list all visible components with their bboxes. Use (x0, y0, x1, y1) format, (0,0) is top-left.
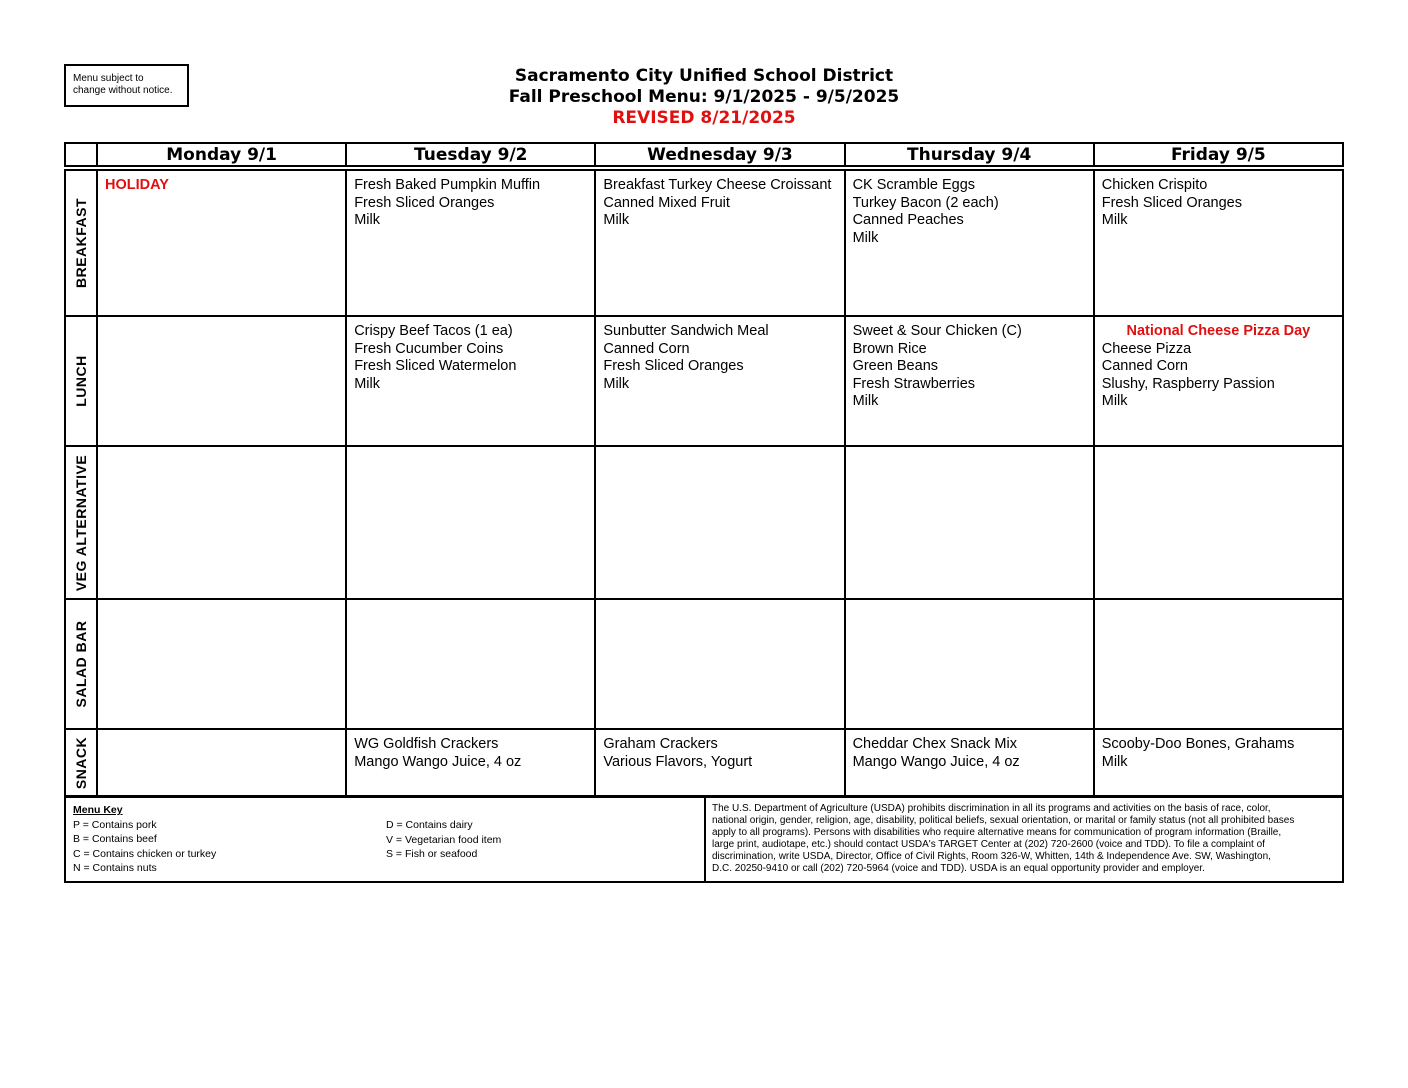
menu-cell (1094, 446, 1343, 599)
menu-item: Canned Corn (1101, 358, 1188, 374)
usda-line: The U.S. Department of Agriculture (USDA) prohibits discrimination in all its programs and activities on the basis of race, color, (712, 803, 1271, 814)
menu-cell (346, 316, 595, 446)
day-header-thursday: Thursday 9/4 (845, 143, 1094, 166)
menu-key-title: Menu Key (73, 804, 123, 816)
meal-label-cell (65, 316, 97, 446)
menu-item: Chicken Crispito (1101, 177, 1208, 193)
meal-label-cell (65, 446, 97, 599)
day-header-tuesday: Tuesday 9/2 (346, 143, 595, 166)
menu-item: Canned Peaches (852, 212, 964, 228)
usda-line: discrimination, write USDA, Director, Office of Civil Rights, Room 326-W, Whitten, 14th & Independence Ave. SW, Washington, (712, 851, 1271, 862)
day-header-wednesday: Wednesday 9/3 (595, 143, 844, 166)
meal-label: BREAKFAST (73, 197, 89, 289)
key-item: S = Fish or seafood (386, 848, 478, 860)
key-item: V = Vegetarian food item (386, 833, 502, 846)
menu-cell (97, 599, 346, 729)
usda-line: large print, audiotape, etc.) should contact USDA's TARGET Center at (202) 720-2600 (voice and TDD). To file a complaint of (712, 839, 1265, 850)
key-item: P = Contains pork (73, 818, 157, 831)
key-item: N = Contains nuts (73, 862, 157, 874)
menu-cell (97, 170, 346, 316)
menu-cell (1094, 729, 1343, 797)
menu-item: Mango Wango Juice, 4 oz (354, 753, 522, 770)
menu-item: Milk (1101, 753, 1128, 770)
menu-item: Fresh Sliced Watermelon (354, 358, 517, 374)
day-header-monday: Monday 9/1 (97, 143, 346, 166)
special-note: National Cheese Pizza Day (1126, 323, 1311, 339)
menu-item: Brown Rice (852, 340, 927, 357)
menu-cell (97, 729, 346, 797)
notice-line: change without notice. (73, 85, 173, 96)
meal-row (65, 316, 1343, 446)
menu-cell (97, 316, 346, 446)
menu-item: Milk (1101, 212, 1128, 228)
menu-item: Fresh Sliced Oranges (1101, 194, 1242, 211)
special-note: HOLIDAY (105, 177, 169, 193)
page-title (0, 66, 1408, 129)
menu-cell (1094, 599, 1343, 729)
usda-line: national origin, gender, religion, age, disability, political beliefs, sexual orientation, or marital or family status (not all prohibited bases (712, 815, 1295, 826)
menu-item: Cheese Pizza (1101, 340, 1192, 357)
menu-item: Various Flavors, Yogurt (603, 753, 753, 770)
usda-line: D.C. 20250-9410 or call (202) 720-5964 (voice and TDD). USDA is an equal opportunity provider and employer. (712, 863, 1205, 874)
corner-cell (65, 143, 97, 166)
meal-label-cell (65, 170, 97, 316)
menu-key (66, 797, 706, 881)
menu-cell (595, 446, 844, 599)
meal-row (65, 729, 1343, 797)
meal-label: SALAD BAR (73, 620, 89, 708)
menu-item: Slushy, Raspberry Passion (1101, 375, 1275, 392)
menu-item: Sunbutter Sandwich Meal (603, 323, 769, 339)
menu-item: Milk (603, 375, 630, 392)
revised-date: REVISED 8/21/2025 (612, 108, 796, 128)
menu-cell (346, 446, 595, 599)
menu-item: WG Goldfish Crackers (354, 736, 499, 752)
menu-item: CK Scramble Eggs (852, 177, 976, 193)
menu-item: Milk (354, 212, 380, 228)
menu-table (64, 142, 1344, 798)
meal-row (65, 599, 1343, 729)
day-header-row (65, 143, 1343, 166)
menu-cell (845, 316, 1094, 446)
menu-cell (595, 316, 844, 446)
menu-item: Crispy Beef Tacos (1 ea) (354, 323, 513, 339)
menu-item: Milk (603, 212, 630, 228)
meal-label: VEG ALTERNATIVE (73, 454, 89, 591)
key-item: B = Contains beef (73, 833, 157, 845)
usda-line: apply to all programs). Persons with disabilities who require alternative means for communication of program information (Braille, (712, 827, 1282, 838)
menu-item: Canned Mixed Fruit (603, 194, 730, 211)
menu-item: Turkey Bacon (2 each) (852, 194, 999, 211)
meal-label: SNACK (73, 736, 89, 790)
menu-cell (346, 170, 595, 316)
menu-item: Green Beans (852, 358, 939, 374)
menu-cell (845, 729, 1094, 797)
menu-item: Fresh Sliced Oranges (603, 358, 744, 374)
menu-title: Fall Preschool Menu: 9/1/2025 - 9/5/2025 (508, 87, 900, 107)
menu-item: Fresh Baked Pumpkin Muffin (354, 177, 541, 193)
menu-key-column-2 (386, 818, 501, 862)
menu-cell (1094, 170, 1343, 316)
meal-row (65, 170, 1343, 316)
menu-item: Fresh Cucumber Coins (354, 340, 504, 357)
menu-cell (346, 729, 595, 797)
menu-item: Fresh Strawberries (852, 375, 976, 392)
menu-cell (845, 170, 1094, 316)
menu-item: Milk (1101, 393, 1128, 409)
menu-item: Fresh Sliced Oranges (354, 194, 495, 211)
usda-statement (706, 797, 1342, 881)
menu-cell (845, 446, 1094, 599)
menu-item: Cheddar Chex Snack Mix (852, 736, 1017, 752)
menu-cell (346, 599, 595, 729)
menu-item: Scooby-Doo Bones, Grahams (1101, 736, 1295, 752)
menu-item: Mango Wango Juice, 4 oz (852, 753, 1020, 770)
meal-label: LUNCH (73, 355, 89, 407)
meal-label-cell (65, 729, 97, 797)
footer (64, 795, 1344, 883)
key-item: C = Contains chicken or turkey (73, 847, 217, 860)
menu-cell (845, 599, 1094, 729)
menu-item: Milk (354, 375, 380, 392)
meal-row (65, 446, 1343, 599)
menu-item: Sweet & Sour Chicken (C) (852, 323, 1022, 339)
key-item: D = Contains dairy (386, 819, 473, 831)
menu-cell (595, 599, 844, 729)
menu-cell (1094, 316, 1343, 446)
menu-item: Canned Corn (603, 340, 690, 357)
menu-item: Graham Crackers (603, 736, 718, 752)
menu-item: Breakfast Turkey Cheese Croissant (603, 177, 832, 193)
notice-line: Menu subject to (73, 73, 144, 84)
menu-cell (595, 729, 844, 797)
district-title: Sacramento City Unified School District (514, 66, 894, 86)
menu-cell (97, 446, 346, 599)
day-header-friday: Friday 9/5 (1094, 143, 1343, 166)
menu-item: Milk (852, 393, 879, 409)
menu-cell (595, 170, 844, 316)
menu-item: Milk (852, 229, 879, 246)
meal-label-cell (65, 599, 97, 729)
